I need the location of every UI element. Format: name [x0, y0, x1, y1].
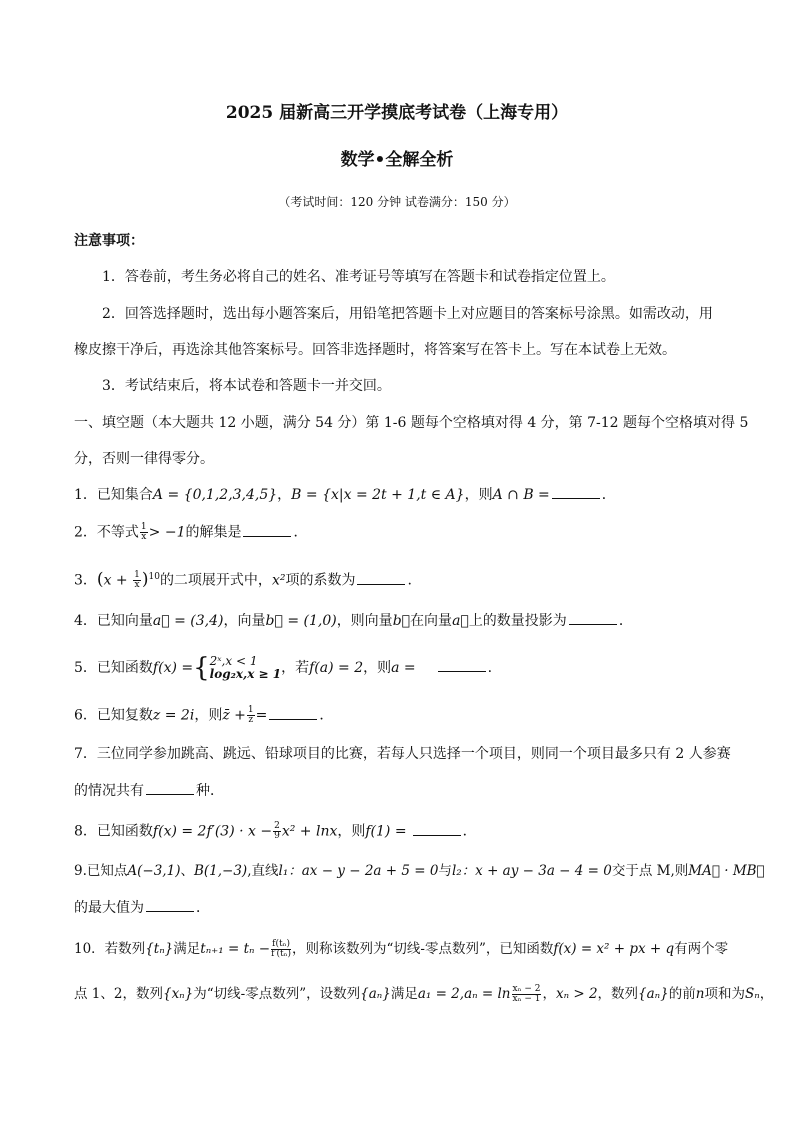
question-10-line-2: 点 1、2，数列{xₙ}为“切线-零点数列”，设数列{aₙ}满足a₁ = 2,aₙ = ln $\frac{\text{xₙ − 2}}{\text{xₙ − 1}}$ ，xₙ > 2，数列{aₙ}的前n项和为Sₙ， [74, 984, 774, 1004]
answer-blank[interactable] [146, 899, 194, 912]
answer-blank[interactable] [269, 707, 317, 720]
fraction: $\frac{1}{x}$ [140, 522, 147, 542]
question-3: 3．(x + $\frac{1}{x}$ )$^{10}$的二项展开式中，x²项的系数为 . [74, 569, 412, 591]
question-8: 8．已知函数f(x) = 2f′(3) · x − $\frac{2}{9}$ x² + lnx，则f(1) = ． [74, 821, 477, 841]
notice-item-2a: 2．回答选择题时，选出每小题答案后，用铅笔把答题卡上对应题目的答案标号涂黑。如需改动，用 [102, 306, 713, 322]
fraction: $\frac{1}{z}$ [247, 705, 254, 725]
question-6: 6．已知复数z = 2i，则z̄ + $\frac{1}{z}$ = ． [74, 705, 334, 725]
question-2: 2．不等式 $\frac{1}{x}$ > −1的解集是 ． [74, 522, 308, 542]
exam-title: 2025 届新高三开学摸底考试卷（上海专用） [225, 103, 569, 123]
question-4: 4．已知向量a⃗ = (3,4)，向量b⃗ = (1,0)，则向量b⃗在向量a⃗上的数量投影为 ． [74, 613, 633, 629]
section-heading-2: 分，否则一律得零分。 [74, 451, 214, 467]
answer-blank[interactable] [552, 486, 600, 499]
answer-blank[interactable] [569, 612, 617, 625]
question-9-line-2: 的最大值为 ． [74, 900, 210, 916]
fraction: $\frac{\text{xₙ − 2}}{\text{xₙ − 1}}$ [512, 984, 541, 1004]
question-7-line-1: 7．三位同学参加跳高、跳远、铅球项目的比赛，若每人只选择一个项目，则同一个项目最多只有 2 人参赛 [74, 746, 731, 762]
answer-blank[interactable] [146, 782, 194, 795]
answer-blank[interactable] [243, 524, 291, 537]
section-heading-1: 一、填空题（本大题共 12 小题，满分 54 分）第 1-6 题每个空格填对得 4 分，第 7-12 题每个空格填对得 5 [74, 415, 749, 431]
fraction: $\frac{1}{x}$ [134, 570, 140, 591]
answer-blank[interactable] [438, 659, 486, 672]
question-7-line-2: 的情况共有 种． [74, 783, 224, 799]
answer-blank[interactable] [413, 823, 461, 836]
fraction: $\frac{\text{f(tₙ)}}{\text{f′(tₙ)}}$ [271, 939, 292, 959]
exam-meta: （考试时间：120 分钟 试卷满分：150 分） [278, 195, 516, 209]
question-10-line-1: 10．若数列{tₙ}满足tₙ₊₁ = tₙ − $\frac{\text{f(tₙ)}}{\text{f′(tₙ)}}$ ，则称该数列为“切线-零点数列”，已知函数f(x) = x² + px + q有两个零 [74, 939, 729, 959]
notice-item-2b: 橡皮擦干净后，再选涂其他答案标号。回答非选择题时，将答案写在答卡上。写在本试卷上无效。 [74, 342, 676, 358]
notice-heading: 注意事项： [74, 233, 144, 249]
piecewise-function: 2ˣ,x < 1 log₂x,x ≥ 1 [209, 654, 282, 681]
question-5: 5．已知函数f(x) ={ 2ˣ,x < 1 log₂x,x ≥ 1 ，若f(a) = 2，则a = . [74, 653, 493, 683]
fraction: $\frac{2}{9}$ [274, 821, 280, 841]
answer-blank[interactable] [357, 572, 405, 585]
notice-item-3: 3．考试结束后，将本试卷和答题卡一并交回。 [102, 378, 391, 394]
exam-subtitle: 数学•全解全析 [340, 150, 454, 170]
question-9-line-1: 9.已知点A(−3,1)、B(1,−3),直线l₁：ax − y − 2a + 5 = 0与l₂：x + ay − 3a − 4 = 0交于点 M,则MA⃗ · MB⃗ [74, 863, 765, 879]
question-1: 1．已知集合A = {0,1,2,3,4,5}，B = {x|x = 2t + 1,t ∈ A}，则A ∩ B = ． [74, 487, 616, 503]
notice-item-1: 1．答卷前，考生务必将自己的姓名、准考证号等填写在答题卡和试卷指定位置上。 [102, 269, 615, 285]
